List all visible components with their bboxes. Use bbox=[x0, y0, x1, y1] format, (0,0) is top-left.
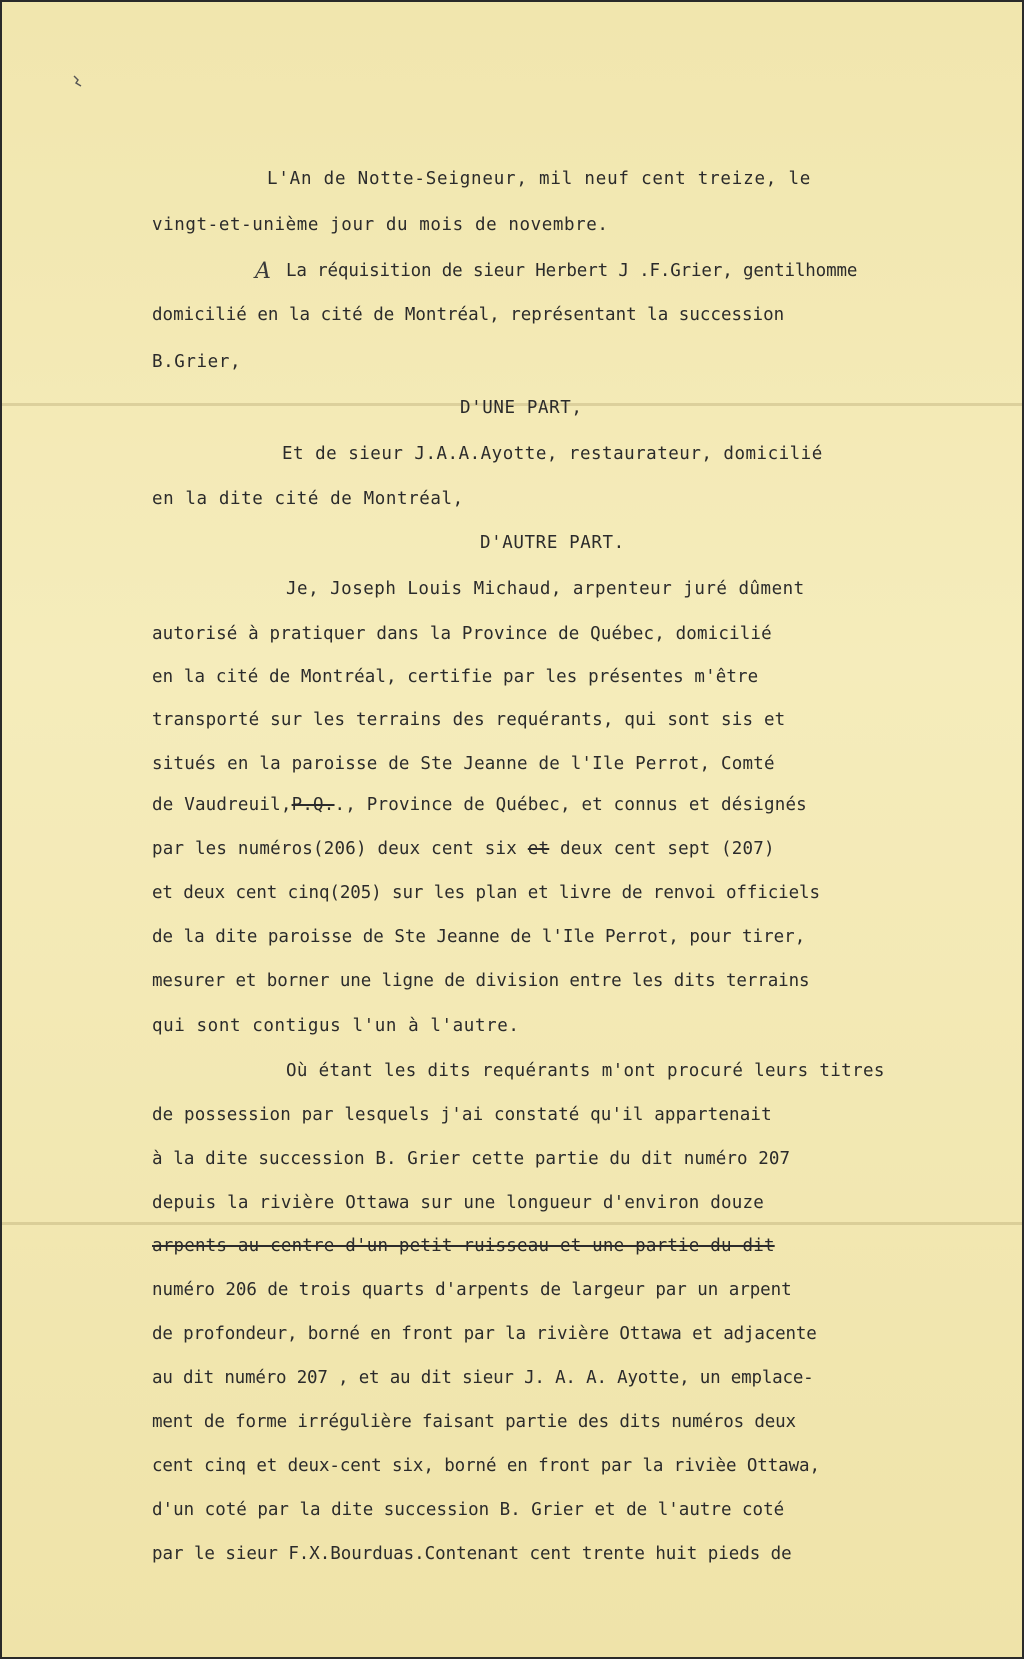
text-line: Et de sieur J.A.A.Ayotte, restaurateur, domicilié bbox=[282, 444, 823, 464]
text-line: L'An de Notte-Seigneur, mil neuf cent treize, le bbox=[267, 169, 812, 189]
text-line: à la dite succession B. Grier cette partie du dit numéro 207 bbox=[152, 1149, 791, 1169]
text-line: transporté sur les terrains des requérants, qui sont sis et bbox=[152, 710, 786, 730]
text-segment: deux cent sept (207) bbox=[560, 839, 775, 859]
text-line bbox=[152, 794, 807, 816]
text-line: mesurer et borner une ligne de division entre les dits terrains bbox=[152, 971, 810, 991]
text-line bbox=[152, 838, 775, 860]
text-line: cent cinq et deux-cent six, borné en front par la rivièe Ottawa, bbox=[152, 1456, 820, 1476]
text-line: de la dite paroisse de Ste Jeanne de l'Ile Perrot, pour tirer, bbox=[152, 927, 806, 947]
text-line: par le sieur F.X.Bourduas.Contenant cent trente huit pieds de bbox=[152, 1544, 792, 1564]
text-segment: par les numéros(206) deux cent six bbox=[152, 839, 518, 859]
handwritten-mark: A bbox=[255, 259, 271, 284]
ink-speck bbox=[72, 74, 84, 88]
struck-text: P.Q. bbox=[291, 795, 335, 815]
struck-text-line: arpents au centre d'un petit ruisseau et une partie du dit bbox=[152, 1236, 775, 1256]
text-line: Je, Joseph Louis Michaud, arpenteur juré dûment bbox=[286, 579, 805, 599]
text-line: D'AUTRE PART. bbox=[480, 533, 625, 553]
text-line: et deux cent cinq(205) sur les plan et livre de renvoi officiels bbox=[152, 883, 820, 903]
text-line: d'un coté par la dite succession B. Grier et de l'autre coté bbox=[152, 1500, 785, 1520]
text-line: autorisé à pratiquer dans la Province de Québec, domicilié bbox=[152, 624, 772, 644]
text-line: qui sont contigus l'un à l'autre. bbox=[152, 1016, 520, 1036]
text-segment: de Vaudreuil, bbox=[152, 795, 292, 815]
text-line: domicilié en la cité de Montréal, représentant la succession bbox=[152, 305, 785, 325]
text-line: ment de forme irrégulière faisant partie des dits numéros deux bbox=[152, 1412, 796, 1432]
text-line: au dit numéro 207 , et au dit sieur J. A. A. Ayotte, un emplace- bbox=[152, 1368, 814, 1388]
text-line: en la dite cité de Montréal, bbox=[152, 489, 464, 509]
text-line: depuis la rivière Ottawa sur une longueur d'environ douze bbox=[152, 1193, 764, 1213]
struck-text: et bbox=[527, 839, 550, 859]
text-line: D'UNE PART, bbox=[460, 398, 583, 418]
text-line: en la cité de Montréal, certifie par les présentes m'être bbox=[152, 667, 759, 687]
text-segment: ., Province de Québec, et connus et désignés bbox=[334, 795, 807, 815]
text-line: Où étant les dits requérants m'ont procuré leurs titres bbox=[286, 1061, 885, 1081]
text-line: B.Grier, bbox=[152, 352, 242, 372]
text-line: de possession par lesquels j'ai constaté qu'il appartenait bbox=[152, 1105, 772, 1125]
paper-fold bbox=[2, 1222, 1024, 1225]
text-line: vingt-et-unième jour du mois de novembre. bbox=[152, 215, 609, 235]
text-line: situés en la paroisse de Ste Jeanne de l'Ile Perrot, Comté bbox=[152, 754, 775, 774]
text-line: de profondeur, borné en front par la rivière Ottawa et adjacente bbox=[152, 1324, 817, 1344]
text-line: La réquisition de sieur Herbert J .F.Grier, gentilhomme bbox=[286, 261, 858, 281]
text-line: numéro 206 de trois quarts d'arpents de largeur par un arpent bbox=[152, 1280, 792, 1300]
